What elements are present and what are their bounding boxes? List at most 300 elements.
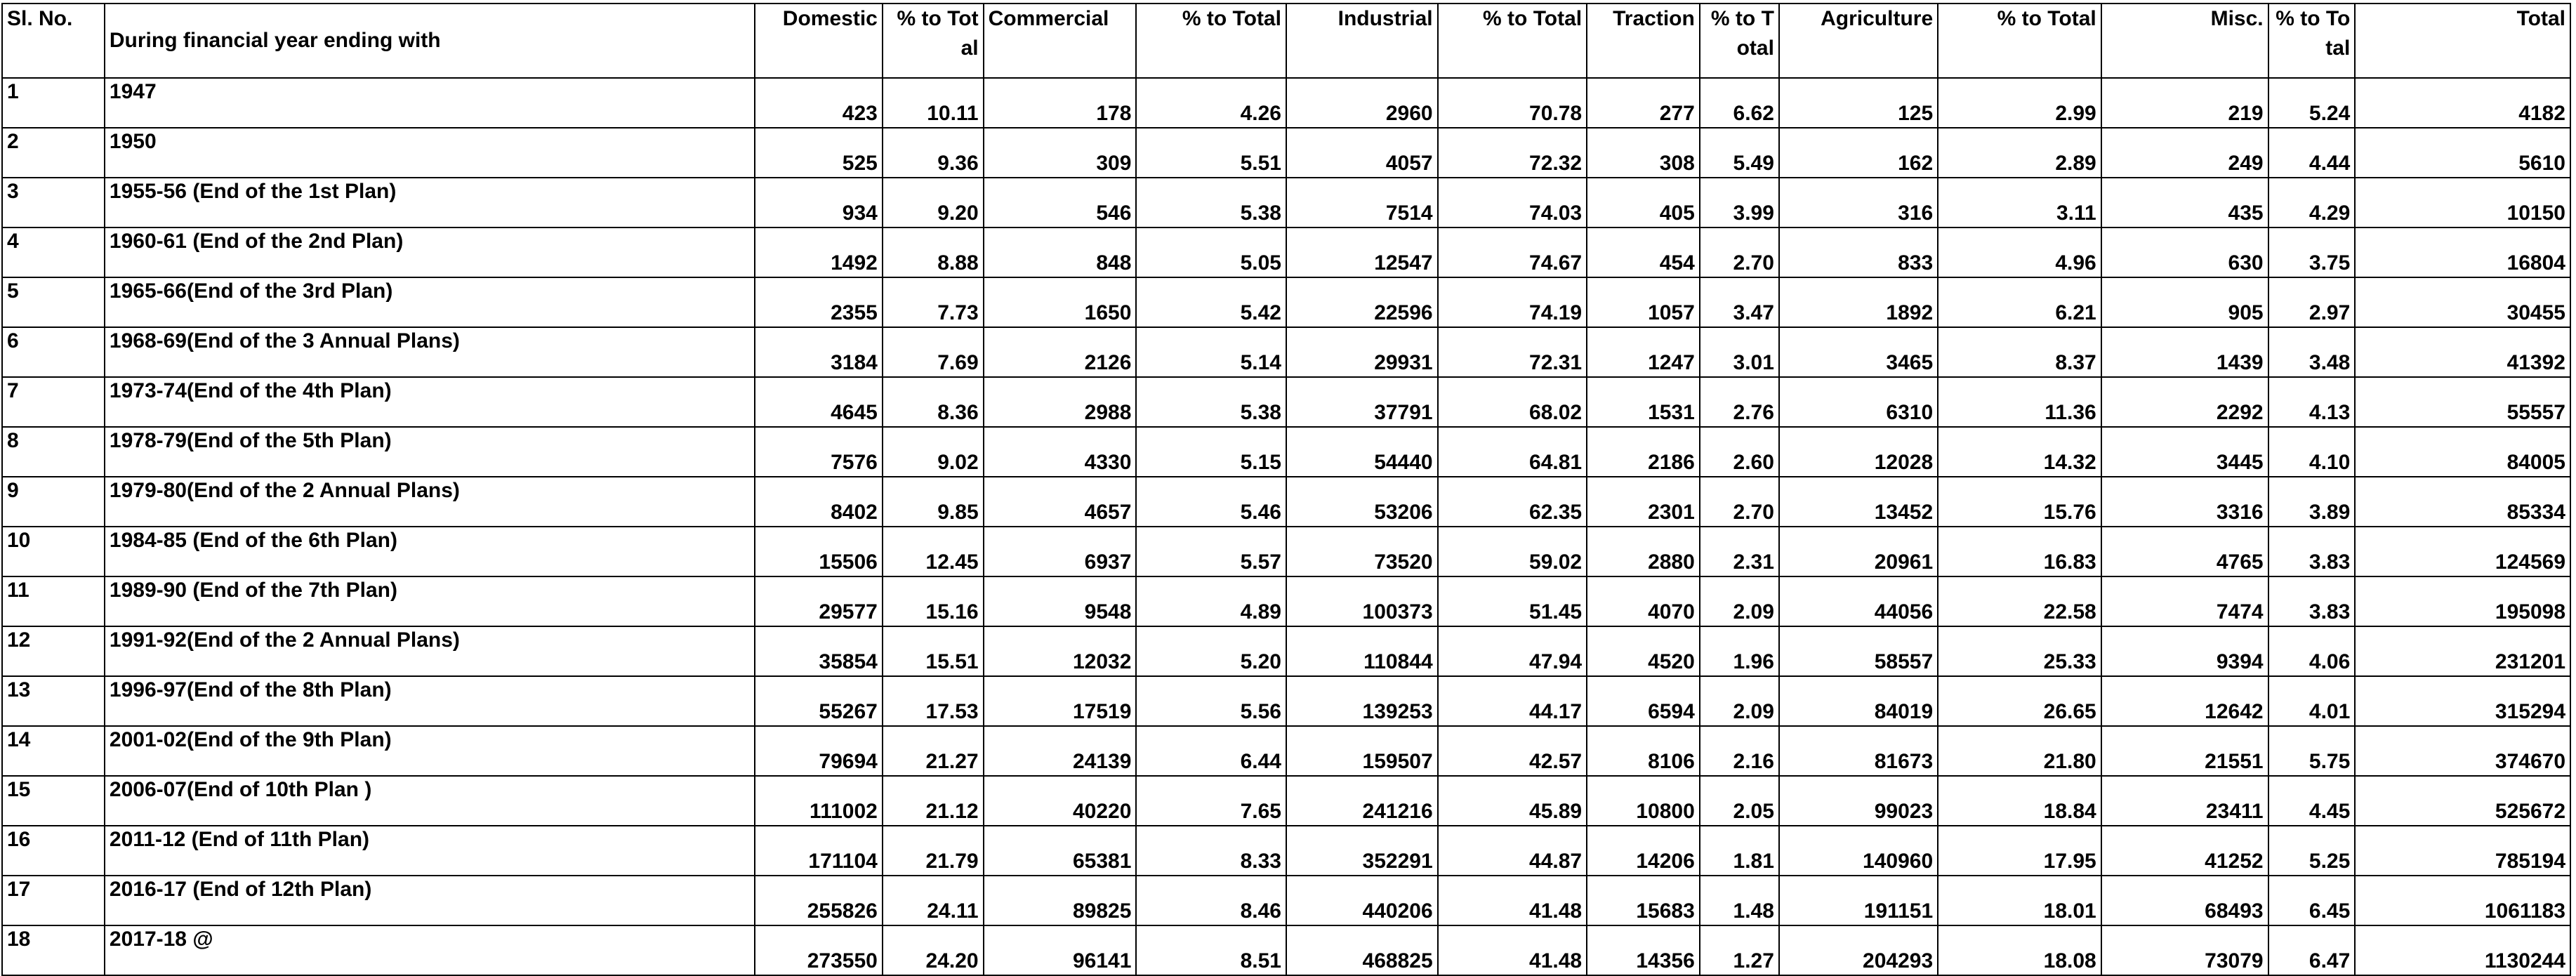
table-row — [2, 576, 2570, 626]
cell-commercial-pct: 5.38 — [1136, 377, 1286, 427]
cell-sl-no: 16 — [2, 826, 105, 876]
cell-domestic-pct: 7.73 — [883, 277, 984, 327]
header-agriculture: Agriculture — [1779, 4, 1938, 78]
cell-traction-pct: 6.62 — [1700, 78, 1779, 128]
cell-financial-year: 2001-02(End of the 9th Plan) — [105, 726, 755, 776]
cell-misc: 41252 — [2101, 826, 2268, 876]
cell-agriculture-pct: 18.84 — [1938, 776, 2101, 826]
electricity-consumption-table — [1, 3, 2571, 976]
cell-domestic-pct: 21.79 — [883, 826, 984, 876]
cell-sl-no: 13 — [2, 676, 105, 726]
table-row — [2, 527, 2570, 576]
cell-traction-pct: 1.27 — [1700, 925, 1779, 975]
cell-commercial: 2988 — [984, 377, 1137, 427]
table-row — [2, 626, 2570, 676]
cell-commercial: 309 — [984, 128, 1137, 178]
cell-domestic-pct: 7.69 — [883, 327, 984, 377]
cell-misc: 219 — [2101, 78, 2268, 128]
cell-domestic-pct: 8.36 — [883, 377, 984, 427]
cell-traction-pct: 2.70 — [1700, 477, 1779, 527]
cell-agriculture-pct: 4.96 — [1938, 227, 2101, 277]
cell-agriculture: 191151 — [1779, 876, 1938, 925]
table-row — [2, 427, 2570, 477]
cell-domestic-pct: 9.20 — [883, 178, 984, 227]
cell-domestic-pct: 9.85 — [883, 477, 984, 527]
cell-misc: 23411 — [2101, 776, 2268, 826]
cell-total: 195098 — [2355, 576, 2570, 626]
cell-sl-no: 7 — [2, 377, 105, 427]
cell-domestic-pct: 24.11 — [883, 876, 984, 925]
cell-commercial-pct: 5.14 — [1136, 327, 1286, 377]
cell-agriculture: 58557 — [1779, 626, 1938, 676]
cell-commercial-pct: 5.15 — [1136, 427, 1286, 477]
table-row — [2, 128, 2570, 178]
cell-agriculture-pct: 15.76 — [1938, 477, 2101, 527]
header-misc: Misc. — [2101, 4, 2268, 78]
cell-domestic: 29577 — [755, 576, 883, 626]
cell-financial-year: 1979-80(End of the 2 Annual Plans) — [105, 477, 755, 527]
cell-traction-pct: 1.96 — [1700, 626, 1779, 676]
cell-financial-year: 1978-79(End of the 5th Plan) — [105, 427, 755, 477]
cell-agriculture: 81673 — [1779, 726, 1938, 776]
cell-commercial-pct: 8.46 — [1136, 876, 1286, 925]
cell-domestic-pct: 8.88 — [883, 227, 984, 277]
cell-commercial-pct: 6.44 — [1136, 726, 1286, 776]
cell-commercial: 96141 — [984, 925, 1137, 975]
cell-traction: 6594 — [1587, 676, 1700, 726]
cell-industrial-pct: 64.81 — [1438, 427, 1587, 477]
header-misc-pct: % to Total — [2268, 4, 2356, 78]
cell-traction-pct: 2.76 — [1700, 377, 1779, 427]
table-row — [2, 327, 2570, 377]
cell-industrial-pct: 59.02 — [1438, 527, 1587, 576]
cell-agriculture-pct: 18.01 — [1938, 876, 2101, 925]
cell-agriculture: 204293 — [1779, 925, 1938, 975]
cell-financial-year: 1955-56 (End of the 1st Plan) — [105, 178, 755, 227]
cell-sl-no: 5 — [2, 277, 105, 327]
cell-domestic: 934 — [755, 178, 883, 227]
cell-domestic-pct: 12.45 — [883, 527, 984, 576]
cell-traction: 1057 — [1587, 277, 1700, 327]
cell-domestic: 111002 — [755, 776, 883, 826]
cell-commercial: 4657 — [984, 477, 1137, 527]
cell-domestic: 35854 — [755, 626, 883, 676]
table-row — [2, 876, 2570, 925]
cell-misc: 12642 — [2101, 676, 2268, 726]
cell-traction: 308 — [1587, 128, 1700, 178]
cell-misc-pct: 3.83 — [2268, 576, 2356, 626]
cell-traction: 10800 — [1587, 776, 1700, 826]
cell-domestic: 4645 — [755, 377, 883, 427]
table-row — [2, 776, 2570, 826]
cell-agriculture-pct: 18.08 — [1938, 925, 2101, 975]
header-commercial: Commercial — [984, 4, 1137, 78]
cell-sl-no: 18 — [2, 925, 105, 975]
cell-domestic: 525 — [755, 128, 883, 178]
header-industrial: Industrial — [1286, 4, 1438, 78]
cell-agriculture: 316 — [1779, 178, 1938, 227]
cell-traction: 14206 — [1587, 826, 1700, 876]
cell-misc: 73079 — [2101, 925, 2268, 975]
cell-financial-year: 1947 — [105, 78, 755, 128]
cell-agriculture-pct: 3.11 — [1938, 178, 2101, 227]
consumption-table-container — [1, 3, 2571, 972]
cell-total: 55557 — [2355, 377, 2570, 427]
cell-domestic: 8402 — [755, 477, 883, 527]
cell-commercial: 1650 — [984, 277, 1137, 327]
cell-industrial-pct: 74.19 — [1438, 277, 1587, 327]
cell-industrial: 22596 — [1286, 277, 1438, 327]
cell-industrial-pct: 74.67 — [1438, 227, 1587, 277]
cell-commercial-pct: 5.57 — [1136, 527, 1286, 576]
cell-agriculture-pct: 2.89 — [1938, 128, 2101, 178]
cell-domestic-pct: 9.02 — [883, 427, 984, 477]
cell-commercial-pct: 8.51 — [1136, 925, 1286, 975]
cell-domestic: 423 — [755, 78, 883, 128]
cell-traction: 2301 — [1587, 477, 1700, 527]
cell-industrial: 110844 — [1286, 626, 1438, 676]
cell-traction: 1531 — [1587, 377, 1700, 427]
cell-agriculture-pct: 25.33 — [1938, 626, 2101, 676]
cell-sl-no: 6 — [2, 327, 105, 377]
cell-misc-pct: 4.29 — [2268, 178, 2356, 227]
cell-misc: 4765 — [2101, 527, 2268, 576]
cell-domestic-pct: 24.20 — [883, 925, 984, 975]
cell-misc: 3316 — [2101, 477, 2268, 527]
cell-misc: 7474 — [2101, 576, 2268, 626]
cell-commercial: 848 — [984, 227, 1137, 277]
cell-traction-pct: 1.81 — [1700, 826, 1779, 876]
cell-industrial-pct: 45.89 — [1438, 776, 1587, 826]
cell-financial-year: 1996-97(End of the 8th Plan) — [105, 676, 755, 726]
cell-domestic-pct: 15.51 — [883, 626, 984, 676]
cell-financial-year: 1950 — [105, 128, 755, 178]
cell-traction-pct: 2.09 — [1700, 576, 1779, 626]
cell-sl-no: 10 — [2, 527, 105, 576]
cell-sl-no: 4 — [2, 227, 105, 277]
cell-domestic-pct: 21.12 — [883, 776, 984, 826]
cell-traction-pct: 3.99 — [1700, 178, 1779, 227]
cell-traction-pct: 1.48 — [1700, 876, 1779, 925]
cell-industrial-pct: 74.03 — [1438, 178, 1587, 227]
cell-misc-pct: 5.25 — [2268, 826, 2356, 876]
cell-agriculture-pct: 17.95 — [1938, 826, 2101, 876]
cell-traction-pct: 3.01 — [1700, 327, 1779, 377]
cell-total: 1130244 — [2355, 925, 2570, 975]
cell-sl-no: 17 — [2, 876, 105, 925]
cell-commercial: 12032 — [984, 626, 1137, 676]
cell-traction: 4520 — [1587, 626, 1700, 676]
cell-traction: 454 — [1587, 227, 1700, 277]
cell-misc-pct: 3.89 — [2268, 477, 2356, 527]
cell-misc-pct: 5.75 — [2268, 726, 2356, 776]
cell-industrial-pct: 44.87 — [1438, 826, 1587, 876]
cell-traction: 277 — [1587, 78, 1700, 128]
cell-agriculture-pct: 21.80 — [1938, 726, 2101, 776]
cell-commercial-pct: 5.46 — [1136, 477, 1286, 527]
cell-financial-year: 1991-92(End of the 2 Annual Plans) — [105, 626, 755, 676]
cell-agriculture-pct: 11.36 — [1938, 377, 2101, 427]
cell-agriculture: 12028 — [1779, 427, 1938, 477]
cell-agriculture: 3465 — [1779, 327, 1938, 377]
cell-domestic: 171104 — [755, 826, 883, 876]
cell-commercial: 65381 — [984, 826, 1137, 876]
cell-agriculture-pct: 6.21 — [1938, 277, 2101, 327]
cell-industrial-pct: 51.45 — [1438, 576, 1587, 626]
cell-industrial: 29931 — [1286, 327, 1438, 377]
cell-commercial-pct: 7.65 — [1136, 776, 1286, 826]
table-row — [2, 676, 2570, 726]
header-sl-no: Sl. No. — [2, 4, 105, 78]
cell-agriculture-pct: 16.83 — [1938, 527, 2101, 576]
cell-industrial-pct: 47.94 — [1438, 626, 1587, 676]
cell-misc-pct: 5.24 — [2268, 78, 2356, 128]
cell-commercial: 2126 — [984, 327, 1137, 377]
cell-financial-year: 1960-61 (End of the 2nd Plan) — [105, 227, 755, 277]
cell-commercial: 89825 — [984, 876, 1137, 925]
cell-domestic: 79694 — [755, 726, 883, 776]
cell-industrial: 468825 — [1286, 925, 1438, 975]
header-row — [2, 4, 2570, 78]
cell-agriculture-pct: 22.58 — [1938, 576, 2101, 626]
cell-total: 1061183 — [2355, 876, 2570, 925]
cell-commercial-pct: 4.89 — [1136, 576, 1286, 626]
cell-misc: 249 — [2101, 128, 2268, 178]
cell-commercial: 17519 — [984, 676, 1137, 726]
cell-industrial: 12547 — [1286, 227, 1438, 277]
cell-financial-year: 2017-18 @ — [105, 925, 755, 975]
cell-industrial: 37791 — [1286, 377, 1438, 427]
cell-domestic: 3184 — [755, 327, 883, 377]
cell-traction-pct: 3.47 — [1700, 277, 1779, 327]
cell-domestic-pct: 10.11 — [883, 78, 984, 128]
cell-commercial-pct: 5.42 — [1136, 277, 1286, 327]
cell-financial-year: 1973-74(End of the 4th Plan) — [105, 377, 755, 427]
cell-total: 4182 — [2355, 78, 2570, 128]
cell-sl-no: 8 — [2, 427, 105, 477]
cell-commercial-pct: 5.05 — [1136, 227, 1286, 277]
cell-total: 374670 — [2355, 726, 2570, 776]
header-traction-pct: % to Total — [1700, 4, 1779, 78]
cell-traction-pct: 2.09 — [1700, 676, 1779, 726]
table-row — [2, 227, 2570, 277]
cell-financial-year: 1989-90 (End of the 7th Plan) — [105, 576, 755, 626]
cell-industrial: 4057 — [1286, 128, 1438, 178]
cell-agriculture: 6310 — [1779, 377, 1938, 427]
cell-commercial-pct: 5.51 — [1136, 128, 1286, 178]
table-row — [2, 178, 2570, 227]
cell-commercial: 9548 — [984, 576, 1137, 626]
cell-agriculture: 162 — [1779, 128, 1938, 178]
cell-commercial-pct: 5.56 — [1136, 676, 1286, 726]
table-row — [2, 925, 2570, 975]
cell-commercial: 6937 — [984, 527, 1137, 576]
cell-agriculture: 13452 — [1779, 477, 1938, 527]
cell-traction-pct: 2.16 — [1700, 726, 1779, 776]
cell-agriculture: 1892 — [1779, 277, 1938, 327]
cell-misc-pct: 3.48 — [2268, 327, 2356, 377]
cell-traction: 15683 — [1587, 876, 1700, 925]
cell-total: 231201 — [2355, 626, 2570, 676]
cell-misc: 9394 — [2101, 626, 2268, 676]
cell-misc: 630 — [2101, 227, 2268, 277]
cell-industrial: 139253 — [1286, 676, 1438, 726]
cell-commercial-pct: 5.20 — [1136, 626, 1286, 676]
cell-industrial-pct: 41.48 — [1438, 876, 1587, 925]
cell-sl-no: 12 — [2, 626, 105, 676]
cell-total: 785194 — [2355, 826, 2570, 876]
cell-misc-pct: 4.44 — [2268, 128, 2356, 178]
cell-domestic: 273550 — [755, 925, 883, 975]
cell-misc-pct: 4.10 — [2268, 427, 2356, 477]
cell-agriculture: 44056 — [1779, 576, 1938, 626]
cell-traction: 2880 — [1587, 527, 1700, 576]
cell-agriculture: 833 — [1779, 227, 1938, 277]
cell-sl-no: 11 — [2, 576, 105, 626]
cell-misc-pct: 6.45 — [2268, 876, 2356, 925]
cell-misc: 435 — [2101, 178, 2268, 227]
cell-domestic: 7576 — [755, 427, 883, 477]
cell-commercial: 24139 — [984, 726, 1137, 776]
cell-industrial: 7514 — [1286, 178, 1438, 227]
header-financial-year: During financial year ending with — [105, 4, 755, 78]
cell-industrial: 2960 — [1286, 78, 1438, 128]
cell-sl-no: 3 — [2, 178, 105, 227]
cell-domestic-pct: 9.36 — [883, 128, 984, 178]
cell-total: 84005 — [2355, 427, 2570, 477]
header-domestic: Domestic — [755, 4, 883, 78]
cell-commercial-pct: 5.38 — [1136, 178, 1286, 227]
cell-misc: 3445 — [2101, 427, 2268, 477]
cell-misc: 2292 — [2101, 377, 2268, 427]
cell-industrial-pct: 70.78 — [1438, 78, 1587, 128]
cell-agriculture: 20961 — [1779, 527, 1938, 576]
cell-commercial: 546 — [984, 178, 1137, 227]
cell-traction: 4070 — [1587, 576, 1700, 626]
cell-agriculture: 125 — [1779, 78, 1938, 128]
cell-industrial-pct: 68.02 — [1438, 377, 1587, 427]
cell-financial-year: 1968-69(End of the 3 Annual Plans) — [105, 327, 755, 377]
table-row — [2, 377, 2570, 427]
cell-sl-no: 9 — [2, 477, 105, 527]
cell-industrial: 54440 — [1286, 427, 1438, 477]
cell-agriculture: 99023 — [1779, 776, 1938, 826]
cell-agriculture-pct: 2.99 — [1938, 78, 2101, 128]
cell-misc-pct: 6.47 — [2268, 925, 2356, 975]
cell-total: 525672 — [2355, 776, 2570, 826]
cell-industrial: 352291 — [1286, 826, 1438, 876]
header-traction: Traction — [1587, 4, 1700, 78]
cell-commercial-pct: 4.26 — [1136, 78, 1286, 128]
cell-misc-pct: 4.13 — [2268, 377, 2356, 427]
table-row — [2, 826, 2570, 876]
cell-total: 10150 — [2355, 178, 2570, 227]
cell-misc-pct: 4.45 — [2268, 776, 2356, 826]
cell-traction: 14356 — [1587, 925, 1700, 975]
table-row — [2, 78, 2570, 128]
cell-misc-pct: 4.01 — [2268, 676, 2356, 726]
cell-domestic: 55267 — [755, 676, 883, 726]
header-agriculture-pct: % to Total — [1938, 4, 2101, 78]
cell-domestic-pct: 15.16 — [883, 576, 984, 626]
cell-traction-pct: 5.49 — [1700, 128, 1779, 178]
cell-domestic: 15506 — [755, 527, 883, 576]
cell-traction: 2186 — [1587, 427, 1700, 477]
cell-financial-year: 2016-17 (End of 12th Plan) — [105, 876, 755, 925]
cell-misc: 905 — [2101, 277, 2268, 327]
cell-misc-pct: 3.75 — [2268, 227, 2356, 277]
cell-agriculture-pct: 26.65 — [1938, 676, 2101, 726]
cell-traction: 8106 — [1587, 726, 1700, 776]
cell-total: 30455 — [2355, 277, 2570, 327]
cell-total: 85334 — [2355, 477, 2570, 527]
cell-industrial: 241216 — [1286, 776, 1438, 826]
cell-domestic-pct: 17.53 — [883, 676, 984, 726]
header-total: Total — [2355, 4, 2570, 78]
cell-agriculture-pct: 8.37 — [1938, 327, 2101, 377]
cell-industrial-pct: 72.31 — [1438, 327, 1587, 377]
cell-total: 5610 — [2355, 128, 2570, 178]
cell-industrial: 53206 — [1286, 477, 1438, 527]
cell-domestic-pct: 21.27 — [883, 726, 984, 776]
table-row — [2, 726, 2570, 776]
cell-commercial-pct: 8.33 — [1136, 826, 1286, 876]
cell-total: 41392 — [2355, 327, 2570, 377]
cell-misc: 1439 — [2101, 327, 2268, 377]
cell-industrial-pct: 44.17 — [1438, 676, 1587, 726]
cell-financial-year: 1965-66(End of the 3rd Plan) — [105, 277, 755, 327]
cell-traction: 405 — [1587, 178, 1700, 227]
cell-industrial-pct: 42.57 — [1438, 726, 1587, 776]
cell-domestic: 1492 — [755, 227, 883, 277]
header-commercial-pct: % to Total — [1136, 4, 1286, 78]
cell-total: 124569 — [2355, 527, 2570, 576]
cell-misc-pct: 3.83 — [2268, 527, 2356, 576]
cell-traction-pct: 2.05 — [1700, 776, 1779, 826]
cell-industrial: 73520 — [1286, 527, 1438, 576]
cell-total: 315294 — [2355, 676, 2570, 726]
cell-agriculture: 84019 — [1779, 676, 1938, 726]
table-row — [2, 477, 2570, 527]
header-domestic-pct: % to Total — [883, 4, 984, 78]
cell-industrial: 440206 — [1286, 876, 1438, 925]
cell-industrial-pct: 72.32 — [1438, 128, 1587, 178]
table-body — [2, 78, 2570, 975]
cell-industrial: 100373 — [1286, 576, 1438, 626]
table-row — [2, 277, 2570, 327]
cell-misc-pct: 2.97 — [2268, 277, 2356, 327]
cell-domestic: 255826 — [755, 876, 883, 925]
cell-commercial: 40220 — [984, 776, 1137, 826]
cell-misc-pct: 4.06 — [2268, 626, 2356, 676]
cell-traction-pct: 2.60 — [1700, 427, 1779, 477]
cell-traction-pct: 2.31 — [1700, 527, 1779, 576]
cell-commercial: 178 — [984, 78, 1137, 128]
cell-industrial-pct: 41.48 — [1438, 925, 1587, 975]
cell-sl-no: 15 — [2, 776, 105, 826]
cell-traction-pct: 2.70 — [1700, 227, 1779, 277]
cell-financial-year: 1984-85 (End of the 6th Plan) — [105, 527, 755, 576]
cell-sl-no: 2 — [2, 128, 105, 178]
table-header — [2, 4, 2570, 78]
cell-agriculture-pct: 14.32 — [1938, 427, 2101, 477]
cell-financial-year: 2006-07(End of 10th Plan ) — [105, 776, 755, 826]
cell-industrial-pct: 62.35 — [1438, 477, 1587, 527]
cell-traction: 1247 — [1587, 327, 1700, 377]
cell-misc: 68493 — [2101, 876, 2268, 925]
header-industrial-pct: % to Total — [1438, 4, 1587, 78]
cell-industrial: 159507 — [1286, 726, 1438, 776]
